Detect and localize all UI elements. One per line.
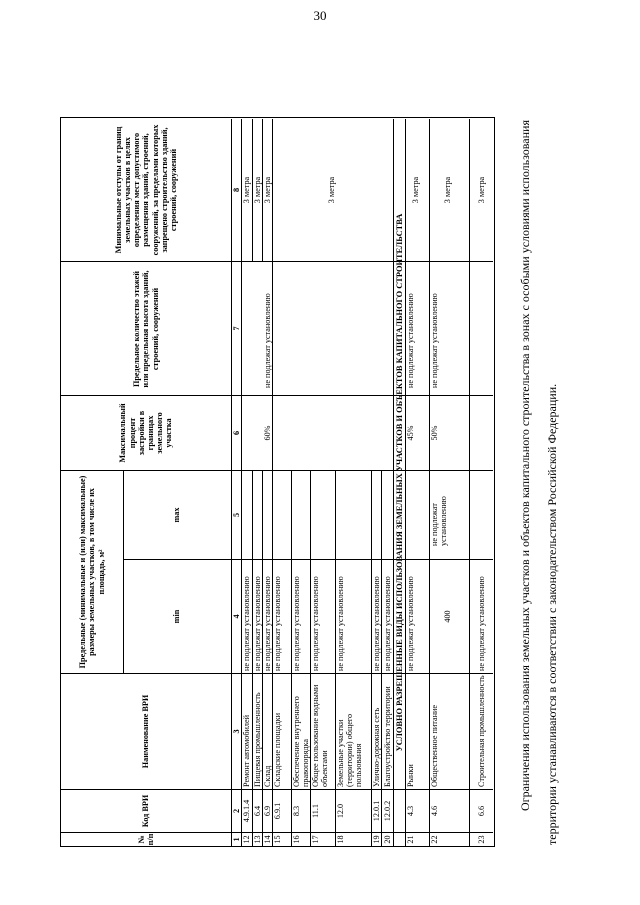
col-number: 3 — [232, 729, 241, 734]
header-name — [61, 674, 231, 789]
row-name: Обеспечение внутреннего правопорядка — [292, 696, 311, 787]
col-number: 4 — [232, 614, 241, 619]
page-number: 30 — [313, 8, 327, 23]
row-code: 8.3 — [292, 805, 301, 817]
group-a-floors: не подлежат установлению — [262, 293, 272, 388]
row-name: Земельные участки (территории) общего пользования — [336, 713, 364, 787]
col-number: 1 — [232, 837, 241, 842]
row-num: 12 — [242, 835, 251, 844]
row-name: Благоустройство территории — [382, 686, 392, 787]
row-line — [469, 119, 470, 846]
row-name: Общественное питание — [430, 705, 439, 787]
row-setback: 3 метра — [411, 176, 420, 204]
row-num: 17 — [311, 835, 320, 844]
row-area: не подлежат установлению — [372, 576, 381, 671]
row-area: не подлежат установлению — [252, 576, 262, 671]
row-name: Склад — [262, 765, 272, 787]
zoning-table — [60, 117, 495, 847]
row-floors: не подлежат установлению — [430, 293, 439, 388]
row-code: 11.1 — [311, 803, 320, 819]
row-code: 6.4 — [252, 805, 262, 817]
row-num: 19 — [372, 835, 381, 844]
col-number: 7 — [232, 326, 241, 331]
row-name: Ремонт автомобилей — [242, 715, 251, 787]
row-name: Строительная промышленность — [477, 675, 486, 787]
row-name: Общее пользование водными объектами — [311, 684, 330, 787]
row-code: 12.0 — [336, 803, 345, 819]
row-code: 12.0.1 — [372, 800, 381, 822]
row-area: не подлежат установлению — [382, 576, 392, 671]
row-num: 13 — [252, 835, 262, 844]
group-b-setback: 3 метра — [327, 176, 336, 204]
row-code: 6.9.1 — [273, 802, 282, 820]
row-max: не подлежат установлению — [430, 496, 449, 546]
col-number: 2 — [232, 808, 241, 814]
row-setback: 3 метра — [252, 176, 262, 204]
caption-paragraph — [512, 120, 566, 845]
header-num — [61, 833, 231, 846]
row-num: 18 — [336, 835, 345, 844]
row-num: 23 — [477, 835, 486, 844]
header-area — [63, 474, 121, 670]
row-name: Улично-дорожная сеть — [372, 707, 381, 787]
row-code: 4.9.1.4 — [242, 799, 251, 823]
header-area-text: Предельные (минимальные и (или) максимальные) размеры земельных участков, в том числе их площадь, м² — [78, 475, 106, 669]
row-name: Рынки — [406, 764, 415, 787]
header-min — [123, 560, 231, 673]
caption-text: Ограничения использования земельных участков и объектов капитального строительства в зонах с особыми условиями использования территории устанавливаются в соответствии с законодательством Российской Федерации. — [518, 120, 559, 845]
row-code: 4.6 — [430, 805, 439, 817]
row-num: 16 — [292, 835, 301, 844]
row-code: 6.9 — [262, 805, 272, 817]
row-percent: 50% — [430, 425, 439, 441]
row-code: 6.6 — [477, 805, 486, 817]
header-setback-text: Минимальные отступы от границ земельных участков в целях определения мест допустимого размещения зданий, строений, сооружений, за пределами которых запрещено строительство зданий, строений, сооружений — [113, 124, 178, 256]
row-floors: не подлежат установлению — [406, 293, 415, 388]
row-name: Пищевая промышленность — [252, 692, 262, 787]
header-num-text: № п/п — [136, 833, 155, 846]
row-num: 20 — [382, 835, 392, 844]
row-setback: 3 метра — [242, 176, 251, 204]
row-min: не подлежат установлению — [477, 576, 486, 671]
row-name: Складские площадки — [273, 712, 282, 787]
header-setback — [63, 121, 229, 259]
row-num: 14 — [262, 835, 272, 844]
row-area: не подлежат установлению — [242, 576, 251, 671]
row-percent: 45% — [406, 425, 415, 441]
row-setback: 3 метра — [443, 176, 452, 204]
header-percent — [63, 398, 229, 468]
col-number: 6 — [232, 430, 241, 436]
row-num: 15 — [273, 835, 282, 844]
section-title: УСЛОВНО РАЗРЕШЕННЫЕ ВИДЫ ИСПОЛЬЗОВАНИЯ ЗЕМЕЛЬНЫХ УЧАСТКОВ И ОБЪЕКТОВ КАПИТАЛЬНОГО СТРОИТЕЛЬСТВА — [395, 213, 404, 752]
row-min: не подлежат установлению — [406, 576, 415, 671]
group-a-percent: 60% — [262, 425, 272, 441]
col-number: 8 — [232, 187, 241, 193]
row-setback: 3 метра — [477, 176, 486, 204]
header-max-text: max — [172, 507, 182, 523]
header-max — [123, 471, 231, 559]
landscape-content — [0, 60, 640, 905]
col-number: 5 — [232, 512, 241, 518]
row-area: не подлежат установлению — [311, 576, 320, 671]
row-num: 22 — [430, 835, 439, 844]
header-percent-text: Максимальный процент застройки в границах земельного участка — [118, 403, 174, 463]
header-floors-text: Предельное количество этажей или предельная высота зданий, строений, сооружений — [132, 270, 160, 388]
row-area: не подлежат установлению — [273, 576, 282, 671]
row-area: не подлежат установлению — [262, 576, 272, 671]
header-code-text: Код ВРИ — [141, 794, 151, 828]
row-setback: 3 метра — [262, 176, 272, 204]
row-code: 12.0.2 — [382, 800, 392, 822]
row-code: 4.3 — [406, 805, 415, 817]
row-min: 400 — [443, 610, 452, 623]
row-area: не подлежат установлению — [336, 576, 345, 671]
row-area: не подлежат установлению — [292, 576, 301, 671]
header-name-text: Наименование ВРИ — [141, 694, 151, 769]
header-floors — [63, 265, 229, 393]
header-code — [61, 790, 231, 832]
header-min-text: min — [172, 609, 182, 624]
row-num: 21 — [406, 835, 415, 844]
